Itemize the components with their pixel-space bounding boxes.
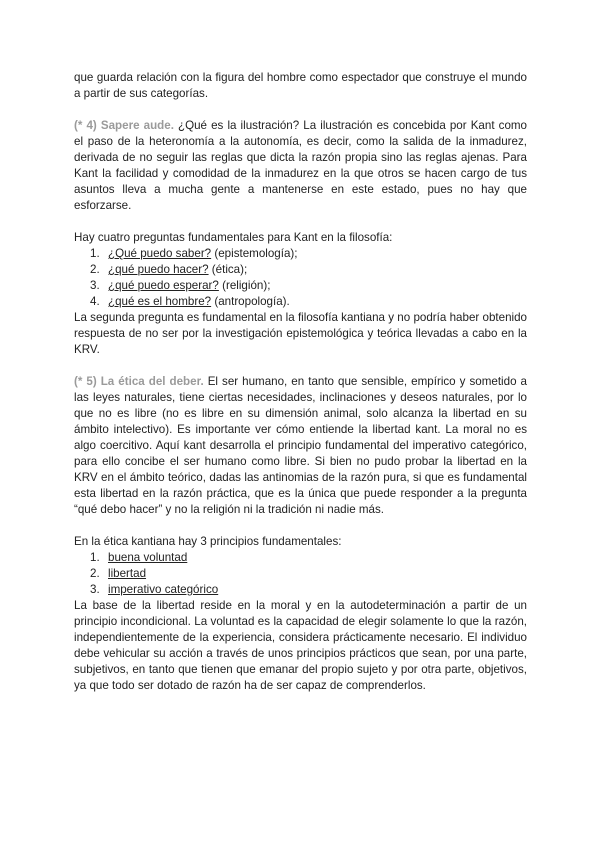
section-heading: (* 4) Sapere aude. — [74, 119, 174, 132]
question-link[interactable]: ¿qué puedo hacer? — [108, 263, 209, 276]
list-item: 1. ¿Qué puedo saber? (epistemología); — [90, 247, 298, 260]
list-item: 3. imperativo categórico — [90, 583, 219, 596]
list-item: 1. buena voluntad — [90, 551, 188, 564]
question-link[interactable]: ¿qué es el hombre? — [108, 295, 212, 308]
principle-link[interactable]: libertad — [108, 567, 147, 580]
paragraph-intro: que guarda relación con la figura del hombre como espectador que construye el mundo a partir de sus categorías. — [74, 71, 527, 100]
section-text: El ser humano, en tanto que sensible, empírico y sometido a las leyes naturales, tiene ciertas necesidades, inclinaciones y deseos naturales, por lo que no es libre (no es libre en su dimensión animal, solo alcanza la libertad en su ámbito intelectivo). Es importante ver cómo entiende la libertad kant. La moral no es algo coercitivo. Aquí kant desarrolla el principio fundamental del imperativo categórico, para ello concibe el ser humano como libre. Si bien no pudo probar la libertad en la KRV en el ámbito teórico, dadas las antinomias de la razón pura, si que es fundamental esta libertad en la razón práctica, que es la única que puede responder a la pregunta “qué debo hacer” y no la religión ni la tradición ni nadie más. — [74, 375, 527, 516]
questions-intro: Hay cuatro preguntas fundamentales para Kant en la filosofía: — [74, 231, 393, 244]
section-heading: (* 5) La ética del deber. — [74, 375, 204, 388]
section-sapere-aude — [74, 118, 527, 214]
list-item: 2. libertad — [90, 567, 147, 580]
questions-after: La segunda pregunta es fundamental en la filosofía kantiana y no podría haber obtenido respuesta de no ser por la investigación epistemológica y teórica llevadas a cabo en la KRV. — [74, 311, 527, 356]
question-link[interactable]: ¿qué puedo esperar? — [108, 279, 219, 292]
section-etica-deber — [74, 374, 527, 518]
questions-list — [74, 246, 527, 310]
list-item: 2. ¿qué puedo hacer? (ética); — [90, 263, 248, 276]
question-link[interactable]: ¿Qué puedo saber? — [108, 247, 212, 260]
document-page — [74, 70, 527, 694]
list-item: 4. ¿qué es el hombre? (antropología). — [90, 295, 290, 308]
principle-link[interactable]: buena voluntad — [108, 551, 188, 564]
section-text: ¿Qué es la ilustración? La ilustración es concebida por Kant como el paso de la heteronomía a la autonomía, es decir, como la salida de la inmadurez, derivada de no seguir las reglas que dicta la razón propia sino las reglas ajenas. Para Kant la facilidad y comodidad de la inmadurez en la que otros se hacen cargo de tus asuntos lleva a mucha gente a mantenerse en este estado, pues no hay que esforzarse. — [74, 119, 527, 212]
principles-after: La base de la libertad reside en la moral y en la autodeterminación a partir de un principio incondicional. La voluntad es la capacidad de elegir solamente lo que la razón, independientemente de la experiencia, considera prácticamente necesario. El individuo debe vehicular su acción a través de unos principios prácticos que sean, por una parte, subjetivos, en tanto que tienen que emanar del propio sujeto y por otra parte, objetivos, ya que todo ser dotado de razón ha de ser capaz de comprenderlos. — [74, 599, 527, 692]
principles-intro: En la ética kantiana hay 3 principios fundamentales: — [74, 535, 342, 548]
principle-link[interactable]: imperativo categórico — [108, 583, 219, 596]
list-item: 3. ¿qué puedo esperar? (religión); — [90, 279, 271, 292]
principles-list — [74, 550, 527, 598]
